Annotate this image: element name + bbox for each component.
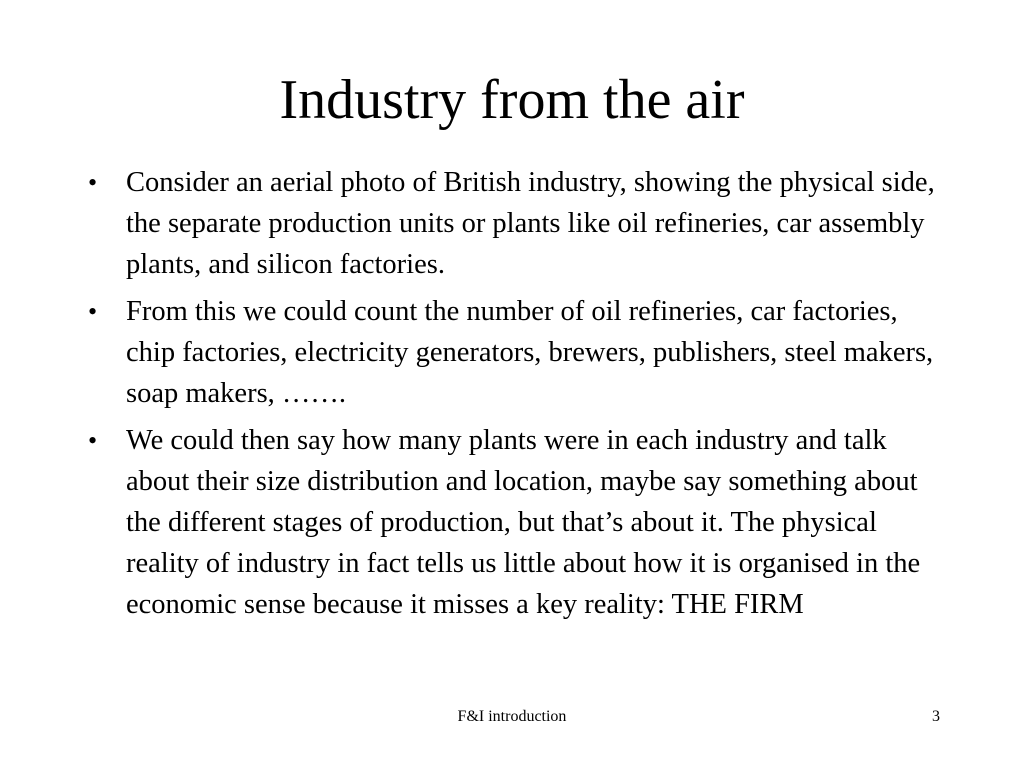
bullet-list (0, 162, 1024, 631)
bullet-item (0, 162, 946, 285)
bullet-text: From this we could count the number of oil refineries, car factories, chip factories, electricity generators, brewers, publishers, steel makers, soap makers, ……. (126, 296, 934, 409)
bullet-text: Consider an aerial photo of British industry, showing the physical side, the separate production units or plants like oil refineries, car assembly plants, and silicon factories. (126, 167, 935, 280)
bullet-marker: • (88, 426, 98, 455)
bullet-item (0, 291, 946, 414)
slide-title: Industry from the air (279, 69, 745, 131)
page-number: 3 (932, 708, 940, 725)
bullet-marker: • (88, 297, 98, 326)
bullet-marker: • (88, 168, 98, 197)
bullet-text: We could then say how many plants were in each industry and talk about their size distribution and location, maybe say something about the different stages of production, but that’s about it. The physical reality of industry in fact tells us little about how it is organised in the economic sense because it misses a key reality: THE FIRM (126, 425, 921, 620)
footer-label: F&I introduction (457, 708, 567, 725)
bullet-item (0, 420, 946, 625)
